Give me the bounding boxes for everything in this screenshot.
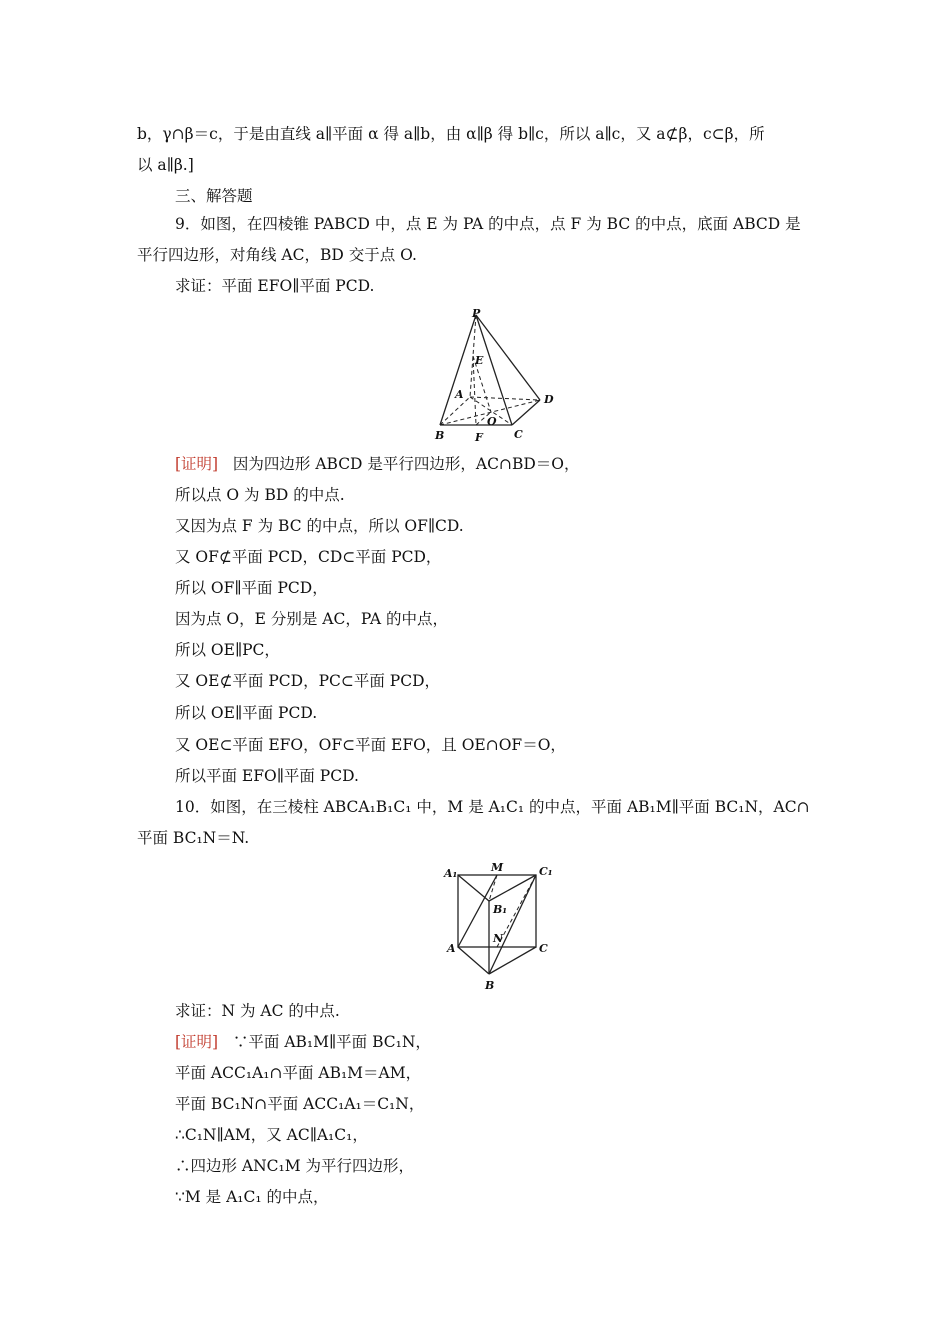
proof-line: 又 OE⊄平面 PCD，PC⊂平面 PCD，: [175, 672, 440, 690]
label-F: F: [475, 431, 483, 444]
question-10-line1: 10．如图，在三棱柱 ABCA₁B₁C₁ 中，M 是 A₁C₁ 的中点，平面 AB₁M∥平面 BC₁N，AC∩: [175, 798, 810, 816]
proof-10-line1: [175, 1032, 431, 1052]
proof-line: 所以 OE∥平面 PCD.: [175, 704, 318, 722]
label-N: N: [493, 932, 504, 945]
proof-line: 因为点 O，E 分别是 AC，PA 的中点，: [175, 610, 448, 628]
proof-9-line1: [175, 454, 579, 474]
label-C: C: [539, 942, 548, 955]
proof-line: 平面 ACC₁A₁∩平面 AB₁M＝AM，: [175, 1064, 422, 1082]
label-C: C: [514, 428, 523, 441]
proof-line: 平面 BC₁N∩平面 ACC₁A₁＝C₁N，: [175, 1095, 425, 1113]
prism-figure: [438, 858, 558, 998]
proof-line: ∴C₁N∥AM，又 AC∥A₁C₁，: [175, 1126, 368, 1144]
proof-line: 又 OF⊄平面 PCD，CD⊂平面 PCD，: [175, 548, 442, 566]
proof-line: 所以 OF∥平面 PCD，: [175, 579, 328, 597]
proof-tag: [证明]: [175, 1033, 219, 1051]
question-10-line2: 平面 BC₁N＝N.: [137, 829, 250, 847]
label-A: A: [455, 388, 464, 401]
text-line: 以 a∥β.]: [137, 156, 194, 174]
label-E: E: [475, 354, 484, 367]
proof-line: 又 OE⊂平面 EFO，OF⊂平面 EFO，且 OE∩OF＝O，: [175, 736, 566, 754]
label-M: M: [491, 861, 504, 874]
question-9-claim: 求证：平面 EFO∥平面 PCD.: [175, 277, 375, 295]
label-P: P: [472, 307, 481, 320]
label-B: B: [435, 429, 445, 442]
label-O: O: [487, 415, 497, 428]
proof-line: 所以 OE∥PC，: [175, 641, 280, 659]
text-line: b，γ∩β＝c，于是由直线 a∥平面 α 得 a∥b，由 α∥β 得 b∥c，所以 a∥c，又 a⊄β，c⊂β，所: [137, 125, 765, 143]
label-A1: A₁: [444, 867, 458, 880]
label-D: D: [544, 393, 554, 406]
proof-text: ∵平面 AB₁M∥平面 BC₁N，: [232, 1033, 431, 1051]
label-A: A: [447, 942, 456, 955]
label-B1: B₁: [493, 903, 508, 916]
section-heading: 三、解答题: [175, 187, 253, 205]
proof-line: ∴四边形 ANC₁M 为平行四边形，: [175, 1157, 415, 1175]
question-9-line2: 平行四边形，对角线 AC，BD 交于点 O.: [137, 246, 417, 264]
proof-line: 所以平面 EFO∥平面 PCD.: [175, 767, 359, 785]
proof-line: 所以点 O 为 BD 的中点.: [175, 486, 345, 504]
proof-tag: [证明]: [175, 455, 219, 473]
label-C1: C₁: [539, 865, 553, 878]
question-10-claim: 求证：N 为 AC 的中点.: [175, 1002, 340, 1020]
proof-line: 又因为点 F 为 BC 的中点，所以 OF∥CD.: [175, 517, 464, 535]
question-9-line1: 9．如图，在四棱锥 PABCD 中，点 E 为 PA 的中点，点 F 为 BC 的中点，底面 ABCD 是: [175, 215, 801, 233]
proof-line: ∵M 是 A₁C₁ 的中点，: [175, 1188, 329, 1206]
label-B: B: [485, 979, 495, 992]
proof-text: 因为四边形 ABCD 是平行四边形，AC∩BD＝O，: [232, 455, 580, 473]
pyramid-figure: [430, 305, 560, 445]
